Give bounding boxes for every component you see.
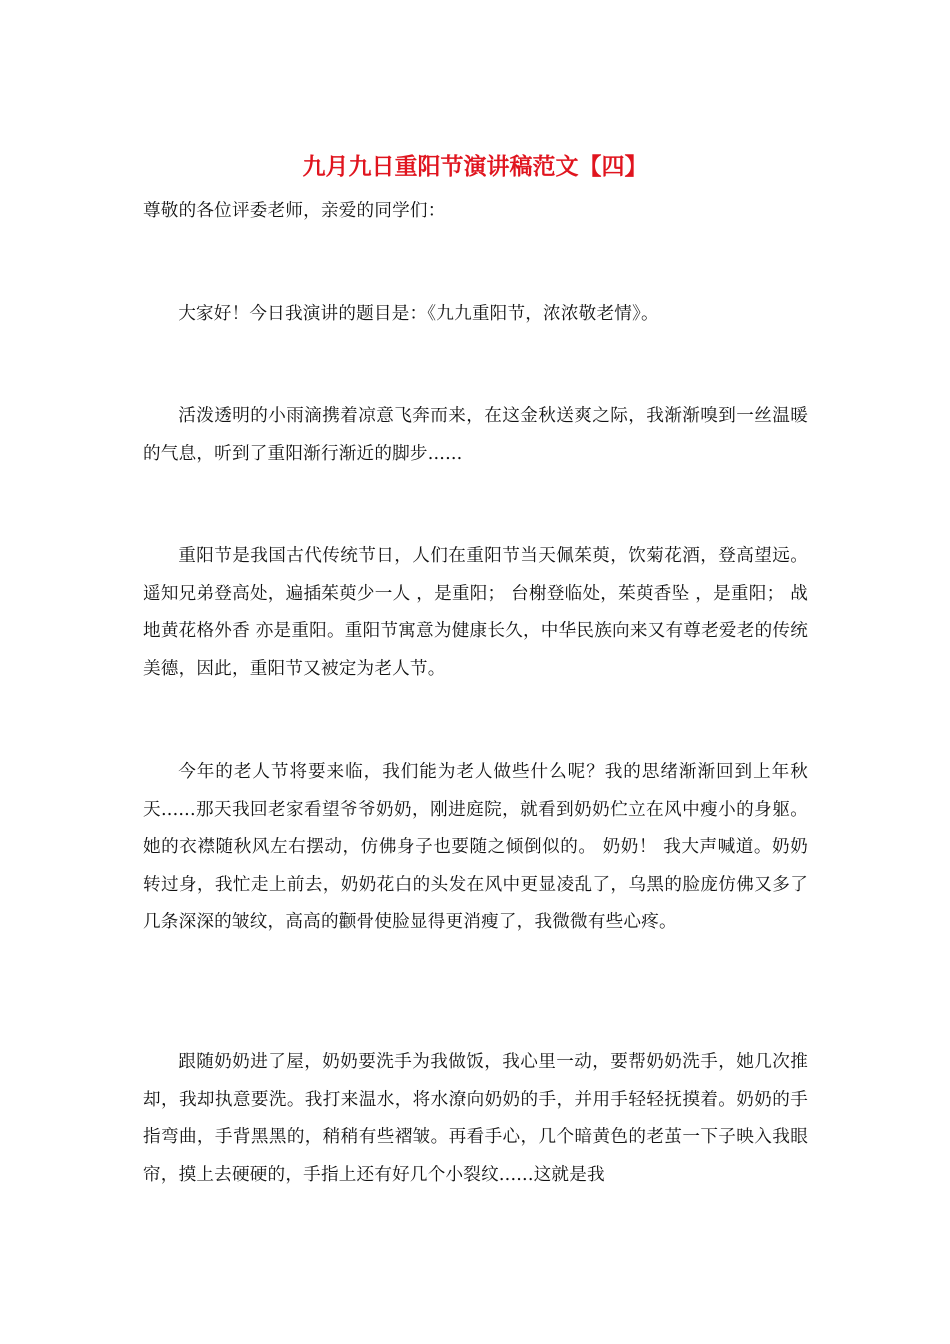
paragraph-3: 重阳节是我国古代传统节日，人们在重阳节当天佩茱萸，饮菊花酒，登高望远。 遥知兄弟登高处，遍插茱萸少一人 ，是重阳； 台榭登临处，茱萸香坠 ，是重阳； 战地黄花格外香 亦是重阳。重阳节寓意为健康长久，中华民族向来又有尊老爱老的传统美德，因此，重阳节又被定为老人节。 — [143, 546, 808, 679]
greeting-line: 尊敬的各位评委老师，亲爱的同学们： — [143, 201, 446, 221]
document-title: 九月九日重阳节演讲稿范文【四】 — [302, 153, 648, 180]
paragraph-5: 跟随奶奶进了屋，奶奶要洗手为我做饭，我心里一动，要帮奶奶洗手，她几次推却，我却执意要洗。我打来温水，将水潦向奶奶的手，并用手轻轻抚摸着。奶奶的手指弯曲，手背黑黑的，稍稍有些褶皱。再看手心，几个暗黄色的老茧一下子映入我眼帘，摸上去硬硬的，手指上还有好几个小裂纹......这就是我 — [143, 1052, 808, 1185]
paragraph-4: 今年的老人节将要来临，我们能为老人做些什么呢？我的思绪渐渐回到上年秋天......那天我回老家看望爷爷奶奶，刚进庭院，就看到奶奶伫立在风中瘦小的身躯。她的衣襟随秋风左右摆动，仿佛身子也要随之倾倒似的。 奶奶！ 我大声喊道。奶奶转过身，我忙走上前去，奶奶花白的头发在风中更显凌乱了，乌黑的脸庞仿佛又多了几条深深的皱纹，高高的颧骨使脸显得更消瘦了，我微微有些心疼。 — [143, 762, 808, 932]
paragraph-2: 活泼透明的小雨滴携着凉意飞奔而来，在这金秋送爽之际，我渐渐嗅到一丝温暖的气息，听到了重阳渐行渐近的脚步...... — [143, 406, 808, 464]
paragraph-1: 大家好！今日我演讲的题目是：《九九重阳节，浓浓敬老情》。 — [178, 304, 659, 324]
